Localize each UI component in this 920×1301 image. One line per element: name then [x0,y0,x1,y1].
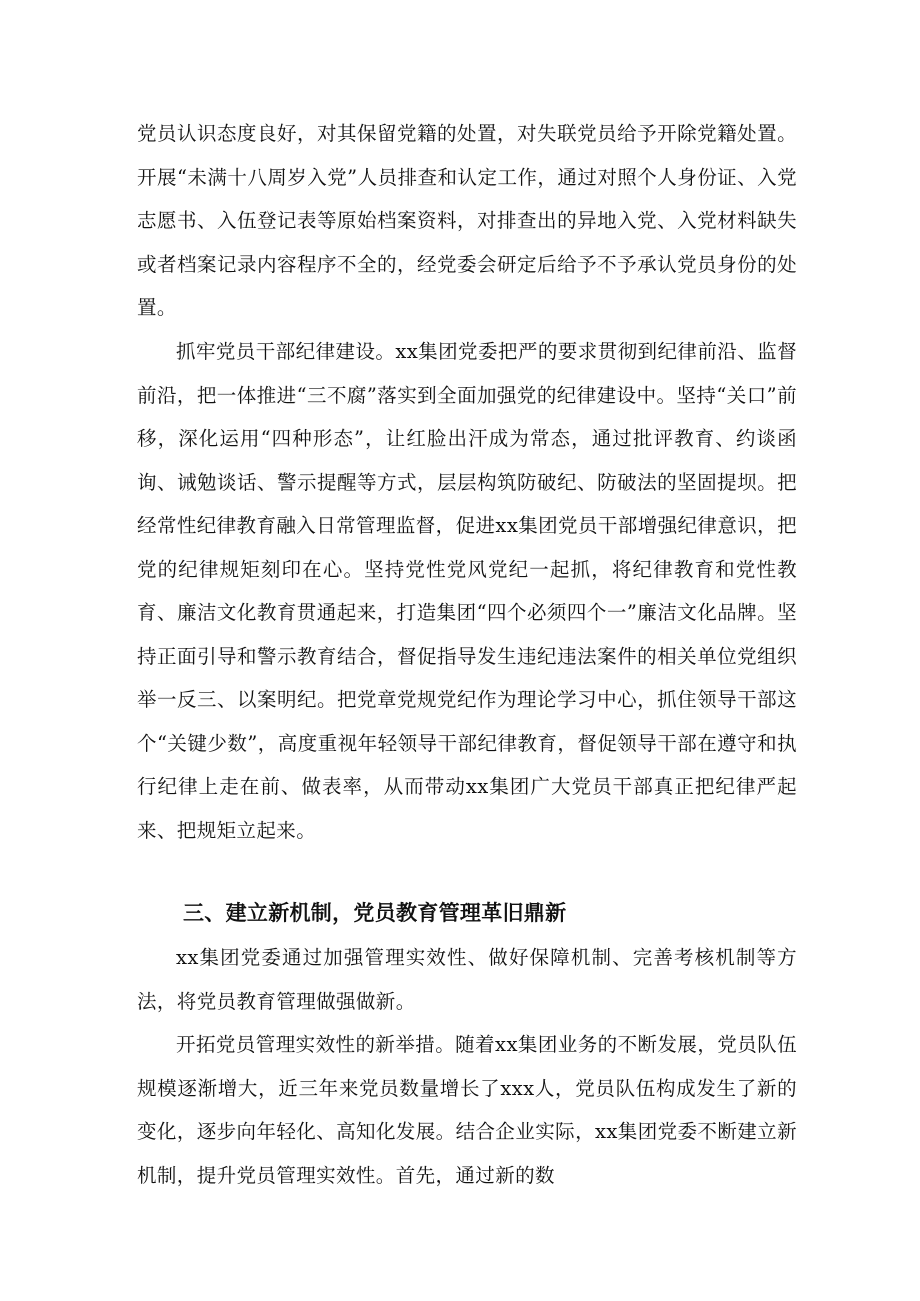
paragraph-section-intro: xx集团党委通过加强管理实效性、做好保障机制、完善考核机制等方法，将党员教育管理做强做新。 [137,946,797,1013]
paragraph-continuation: 党员认识态度良好，对其保留党籍的处置，对失联党员给予开除党籍处置。开展“未满十八周岁入党”人员排查和认定工作，通过对照个人身份证、入党志愿书、入伍登记表等原始档案资料，对排查出的异地入党、入党材料缺失或者档案记录内容程序不全的，经党委会研定后给予不予承认党员身份的处置。 [137,122,797,319]
paragraph-discipline-building: 抓牢党员干部纪律建设。xx集团党委把严的要求贯彻到纪律前沿、监督前沿，把一体推进“三不腐”落实到全面加强党的纪律建设中。坚持“关口”前移，深化运用“四种形态”，让红脸出汗成为常态，通过批评教育、约谈函询、诫勉谈话、警示提醒等方式，层层构筑防破纪、防破法的坚固提坝。把经常性纪律教育融入日常管理监督，促进xx集团党员干部增强纪律意识，把党的纪律规矩刻印在心。坚持党性党风党纪一起抓，将纪律教育和党性教育、廉洁文化教育贯通起来，打造集团“四个必须四个一”廉洁文化品牌。坚持正面引导和警示教育结合，督促指导发生违纪违法案件的相关单位党组织举一反三、以案明纪。把党章党规党纪作为理论学习中心，抓住领导干部这个“关键少数”，高度重视年轻领导干部纪律教育，督促领导干部在遵守和执行纪律上走在前、做表率，从而带动xx集团广大党员干部真正把纪律严起来、把规矩立起来。 [137,340,797,842]
section-heading: 三、建立新机制，党员教育管理革旧鼎新 [183,901,567,925]
paragraph-management-effectiveness: 开拓党员管理实效性的新举措。随着xx集团业务的不断发展，党员队伍规模逐渐增大，近三年来党员数量增长了xxx人，党员队伍构成发生了新的变化，逐步向年轻化、高知化发展。结合企业实际，xx集团党委不断建立新机制，提升党员管理实效性。首先，通过新的数 [137,1033,797,1187]
